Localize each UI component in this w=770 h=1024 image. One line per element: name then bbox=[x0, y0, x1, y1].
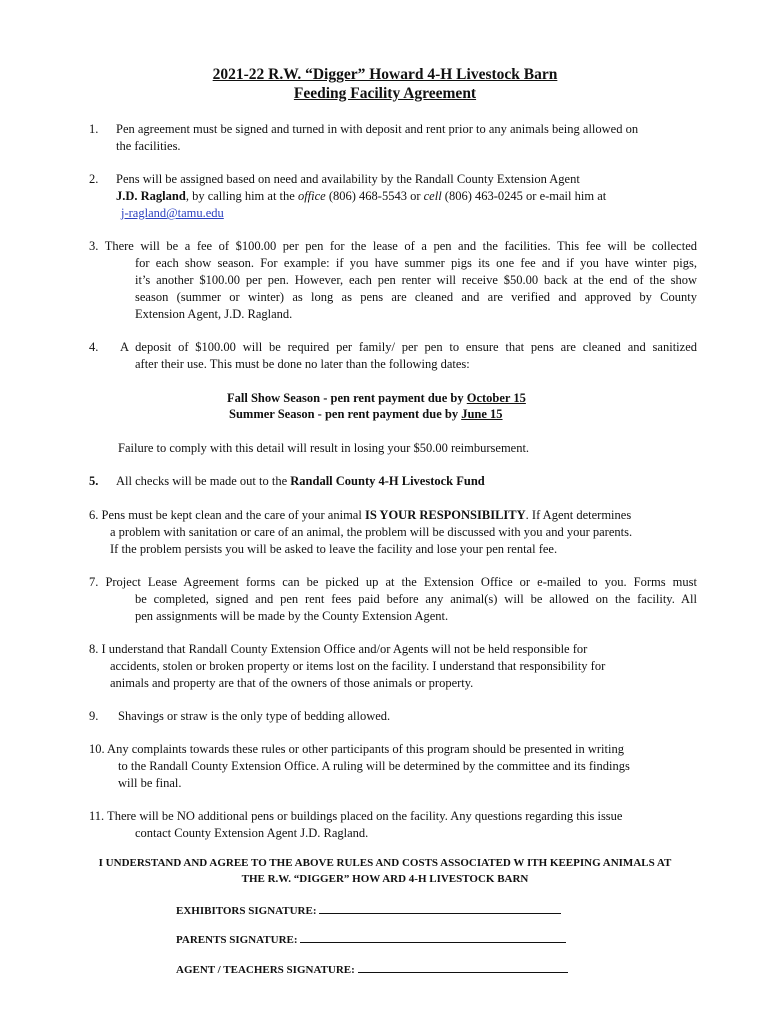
item-text: be completed, signed and pen rent fees paid before any animal(s) will be allowed on the facility. All bbox=[135, 592, 697, 606]
item-text: Pens will be assigned based on need and availability by the Randall County Extension Agent bbox=[116, 172, 580, 186]
item-text: 7. Project Lease Agreement forms can be picked up at the Extension Office or e-mailed to you. Forms must bbox=[89, 575, 697, 589]
item-text: contact County Extension Agent J.D. Ragland. bbox=[135, 826, 369, 840]
item-text: it’s another $100.00 per pen. However, each pen renter will receive $50.00 back at the end of the show bbox=[135, 273, 697, 287]
item-text: 11. There will be NO additional pens or buildings placed on the facility. Any questions regarding this issue bbox=[89, 809, 623, 823]
item-text-line: 6. Pens must be kept clean and the care of your animal IS YOUR RESPONSIBILITY. If Agent determines bbox=[89, 508, 632, 522]
failure-note: Failure to comply with this detail will result in losing your $50.00 reimbursement. bbox=[118, 441, 530, 455]
parents-signature-label: PARENTS SIGNATURE: bbox=[176, 934, 298, 946]
item-text: 10. Any complaints towards these rules or other participants of this program should be presented in writing bbox=[89, 742, 624, 756]
parents-signature-row bbox=[176, 931, 566, 949]
item-text: Pen agreement must be signed and turned in with deposit and rent prior to any animals being allowed on bbox=[116, 122, 639, 136]
item-text-line: All checks will be made out to the Randall County 4-H Livestock Fund bbox=[116, 474, 485, 488]
document-subtitle: Feeding Facility Agreement bbox=[293, 85, 477, 102]
email-link[interactable]: j-ragland@tamu.edu bbox=[121, 206, 224, 220]
item-number: 4. bbox=[89, 340, 99, 354]
exhibitor-signature-label: EXHIBITORS SIGNATURE: bbox=[176, 905, 317, 917]
item-text: a problem with sanitation or care of an animal, the problem will be discussed with you and your parents. bbox=[110, 525, 633, 539]
fall-due-date: October 15 bbox=[466, 391, 526, 405]
responsibility-emphasis: IS YOUR RESPONSIBILITY bbox=[364, 508, 526, 522]
agent-name: J.D. Ragland bbox=[116, 189, 186, 203]
agent-signature-label: AGENT / TEACHERS SIGNATURE: bbox=[176, 964, 355, 976]
item-text: animals and property are that of the owners of those animals or property. bbox=[110, 676, 474, 690]
item-text: after their use. This must be done no later than the following dates: bbox=[135, 357, 470, 371]
summer-due-date: June 15 bbox=[461, 407, 503, 421]
item-text: Shavings or straw is the only type of bedding allowed. bbox=[118, 709, 391, 723]
item-text: pen assignments will be made by the County Extension Agent. bbox=[135, 609, 449, 623]
parents-signature-line[interactable] bbox=[300, 931, 566, 943]
exhibitor-signature-line[interactable] bbox=[319, 902, 561, 914]
agent-signature-row bbox=[176, 961, 568, 979]
agreement-statement-cont: THE R.W. “DIGGER” HOW ARD 4-H LIVESTOCK BARN bbox=[241, 873, 529, 885]
item-number: 2. bbox=[89, 172, 99, 186]
agent-signature-line[interactable] bbox=[358, 961, 568, 973]
item-text: accidents, stolen or broken property or items lost on the facility. I understand that responsibility for bbox=[110, 659, 606, 673]
summer-season-deadline: Summer Season - pen rent payment due by June 15 bbox=[229, 407, 503, 421]
item-text: Extension Agent, J.D. Ragland. bbox=[135, 307, 293, 321]
item-text: season (summer or winter) as long as pens are cleaned and are verified and approved by County bbox=[135, 290, 697, 304]
item-text-line: J.D. Ragland, by calling him at the office (806) 468-5543 or cell (806) 463-0245 or e-mail him at bbox=[116, 189, 607, 203]
item-number: 5. bbox=[89, 474, 99, 488]
fund-name: Randall County 4-H Livestock Fund bbox=[290, 474, 485, 488]
item-text: will be final. bbox=[118, 776, 182, 790]
item-text: If the problem persists you will be asked to leave the facility and lose your pen rental fee. bbox=[110, 542, 558, 556]
item-text: for each show season. For example: if you have summer pigs its one fee and if you have winter pigs, bbox=[135, 256, 697, 270]
fall-season-deadline: Fall Show Season - pen rent payment due by October 15 bbox=[227, 391, 526, 405]
agreement-statement: I UNDERSTAND AND AGREE TO THE ABOVE RULES AND COSTS ASSOCIATED W ITH KEEPING ANIMALS AT bbox=[98, 857, 672, 869]
item-text: A deposit of $100.00 will be required per family/ per pen to ensure that pens are cleaned and sanitized bbox=[120, 340, 697, 354]
item-number: 1. bbox=[89, 122, 99, 136]
document-title: 2021-22 R.W. “Digger” Howard 4-H Livestock Barn bbox=[212, 66, 558, 83]
cell-label: cell bbox=[423, 189, 442, 203]
item-text: to the Randall County Extension Office. A ruling will be determined by the committee and its findings bbox=[118, 759, 630, 773]
exhibitor-signature-row bbox=[176, 902, 561, 920]
item-number: 9. bbox=[89, 709, 99, 723]
item-text: 8. I understand that Randall County Extension Office and/or Agents will not be held responsible for bbox=[89, 642, 588, 656]
item-text: 3. There will be a fee of $100.00 per pen for the lease of a pen and the facilities. This fee will be collected bbox=[89, 239, 697, 253]
item-text: the facilities. bbox=[116, 139, 181, 153]
office-label: office bbox=[297, 189, 326, 203]
